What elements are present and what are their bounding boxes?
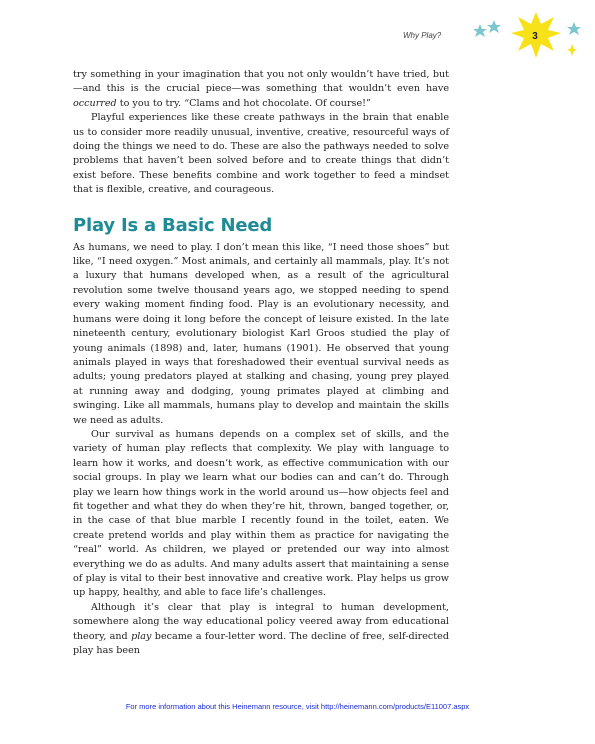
paragraph (73, 601, 449, 659)
paragraph: As humans, we need to play. I don’t mean this like, “I need those shoes” but like, “I need oxygen.” Most animals, and certainly all mammals, play. It’s not a luxury that humans developed when, as a result of the agricultural revolution some twelve thousand years ago, we stopped needing to spend every waking moment finding food. Play is an evolutionary necessity, and humans were doing it long before the concept of leisure existed. In the late nineteenth century, evolutionary biologist Karl Groos studied the play of young animals (1898) and, later, humans (1901). He observed that young animals played in ways that foreshadowed their eventual survival needs as adults; young predators played at stalking and chasing, young prey played at running away and dodging, young primates played at climbing and swinging. Like all mammals, humans play to develop and maintain the skills we need as adults. (73, 241, 449, 426)
footer-link[interactable]: For more information about this Heinemann resource, visit http://heinemann.com/products/E11007.aspx (125, 702, 470, 711)
text-span: to you to try. “Clams and hot chocolate. Of course!” (116, 97, 371, 109)
paragraph (73, 68, 449, 111)
teal-star-icon (473, 24, 487, 37)
teal-star-icon (567, 22, 581, 35)
text-span: Although it’s clear that play is integral to human development, somewhere along the way educational policy veered away from educational theory, and (73, 601, 449, 642)
yellow-sparkle-icon (567, 48, 577, 52)
section-heading: Play Is a Basic Need (73, 214, 273, 236)
body-text (73, 68, 449, 658)
emphasis: occurred (73, 97, 117, 109)
running-header-title: Why Play? (403, 31, 442, 40)
teal-star-icon (487, 20, 501, 33)
text-span: try something in your imagination that you not only wouldn’t have tried, but—and this is the crucial piece—was something that wouldn’t even have (73, 69, 449, 95)
page-number: 3 (532, 31, 538, 42)
emphasis: play (131, 630, 152, 642)
paragraph: Our survival as humans depends on a complex set of skills, and the variety of human play reflects that complexity. We play with language to learn how it works, and doesn’t work, as effective communication with our social groups. In play we learn what our bodies can and can’t do. Through play we learn how things work in the world around us—how objects feel and fit together and what they do when they’re hit, thrown, banged together, or, in the case of that blue marble I recently found in the toilet, eaten. We create pretend worlds and play within them as practice for navigating the “real” world. As children, we played or pretended our way into almost everything we do as adults. And many adults assert that maintaining a sense of play is vital to their best innovative and creative work. Play helps us grow up happy, healthy, and able to face life’s challenges. (73, 428, 449, 599)
text-span: became a four-letter word. The decline of free, self-directed play has been (73, 630, 449, 657)
paragraph: Playful experiences like these create pathways in the brain that enable us to consider more readily unusual, inventive, creative, resourceful ways of doing the things we need to do. These are also the pathways needed to solve problems that haven’t been solved before and to create things that didn’t exist before. These benefits combine and work together to feed a mindset that is flexible, creative, and courageous. (73, 112, 449, 196)
